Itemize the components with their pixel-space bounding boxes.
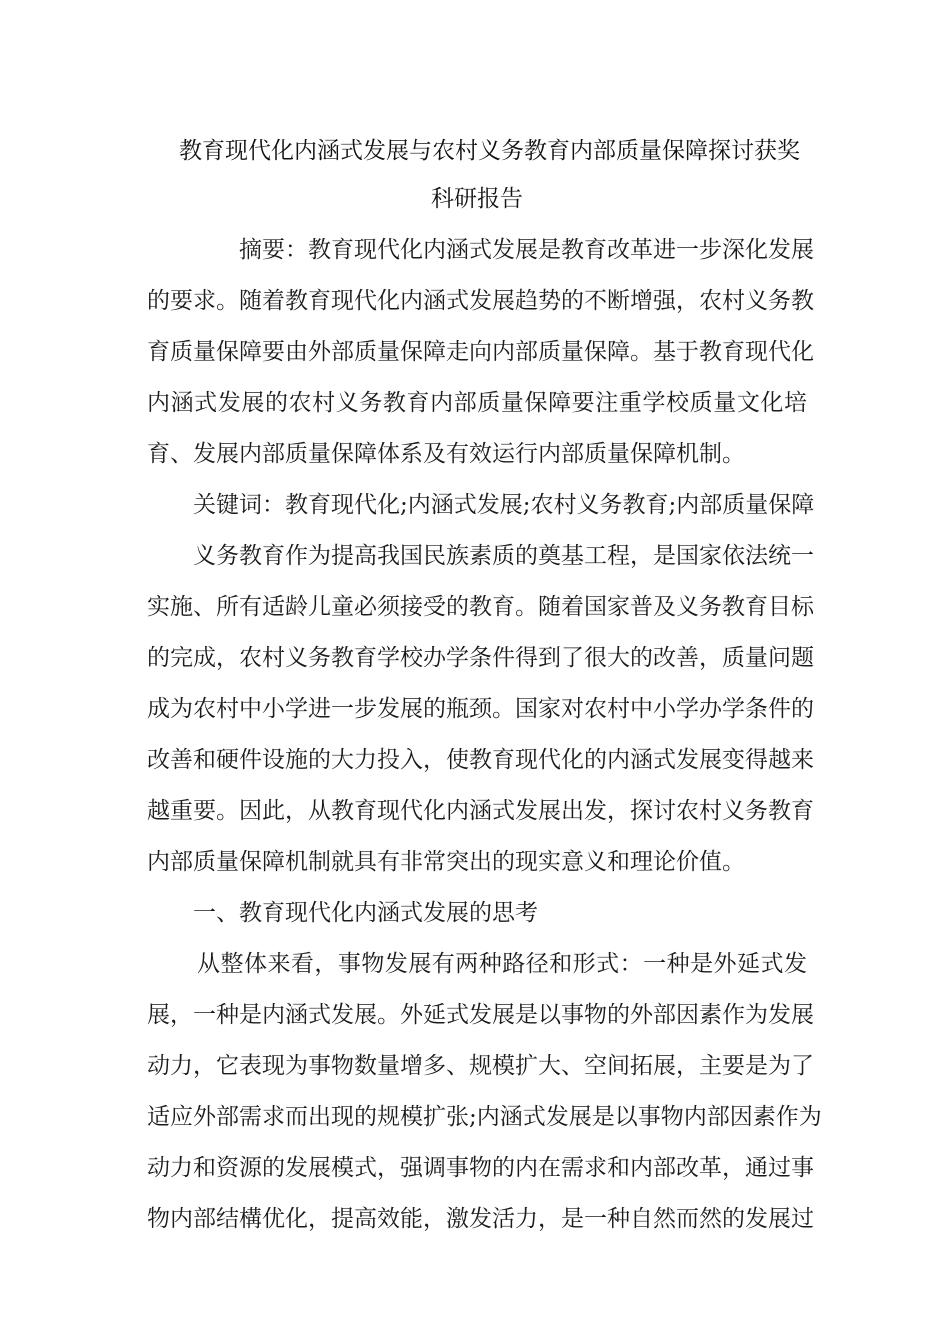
abstract-line: 育质量保障要由外部质量保障走向内部质量保障。基于教育现代化 xyxy=(147,339,814,365)
abstract-paragraph xyxy=(147,225,814,480)
document-title-line-2: 科研报告 xyxy=(431,186,523,212)
intro-line: 实施、所有适龄儿童必须接受的教育。随着国家普及义务教育目标 xyxy=(147,594,814,620)
section-1-line: 物内部结構优化，提高效能，激发活力，是一种自然而然的发展过 xyxy=(147,1206,814,1232)
keywords-paragraph xyxy=(147,480,815,531)
section-1-line: 动力，它表现为事物数量增多、规模扩大、空间拓展，主要是为了 xyxy=(147,1053,814,1079)
section-1-paragraph xyxy=(147,939,822,1245)
section-1-line: 动力和资源的发展模式，强调事物的内在需求和内部改革，通过事 xyxy=(147,1155,814,1181)
intro-line: 义务教育作为提高我国民族素质的奠基工程，是国家依法统一 xyxy=(193,543,814,569)
keywords-line: 关键词：教育现代化;内涵式发展;农村义务教育;内部质量保障 xyxy=(193,492,815,518)
intro-line: 越重要。因此，从教育现代化内涵式发展出发，探讨农村义务教育 xyxy=(147,798,814,824)
abstract-line: 摘要：教育现代化内涵式发展是教育改革进一步深化发展 xyxy=(239,237,814,263)
section-1-line: 从整体来看，事物发展有两种路径和形式：一种是外延式发 xyxy=(197,951,807,977)
section-1-heading: 一、教育现代化内涵式发展的思考 xyxy=(193,900,538,926)
intro-line: 内部质量保障机制就具有非常突出的现实意义和理论价值。 xyxy=(147,849,745,875)
section-1-heading-block xyxy=(147,888,807,939)
intro-line: 成为农村中小学进一步发展的瓶颈。国家对农村中小学办学条件的 xyxy=(147,696,814,722)
abstract-line: 内涵式发展的农村义务教育内部质量保障要注重学校质量文化培 xyxy=(147,390,807,416)
abstract-line: 的要求。随着教育现代化内涵式发展趋势的不断增强，农村义务教 xyxy=(147,288,814,314)
intro-line: 的完成，农村义务教育学校办学条件得到了很大的改善，质量问题 xyxy=(147,645,814,671)
section-1-line: 适应外部需求而出现的规模扩张;内涵式发展是以事物内部因素作为 xyxy=(147,1104,822,1130)
document-title-line-1: 教育现代化内涵式发展与农村义务教育内部质量保障探讨获奖 xyxy=(179,138,800,164)
section-1-line: 展，一种是内涵式发展。外延式发展是以事物的外部因素作为发展 xyxy=(147,1002,814,1028)
intro-line: 改善和硬件设施的大力投入，使教育现代化的内涵式发展变得越来 xyxy=(147,747,814,773)
intro-paragraph xyxy=(147,531,814,888)
abstract-line: 育、发展内部质量保障体系及有效运行内部质量保障机制。 xyxy=(147,441,745,467)
